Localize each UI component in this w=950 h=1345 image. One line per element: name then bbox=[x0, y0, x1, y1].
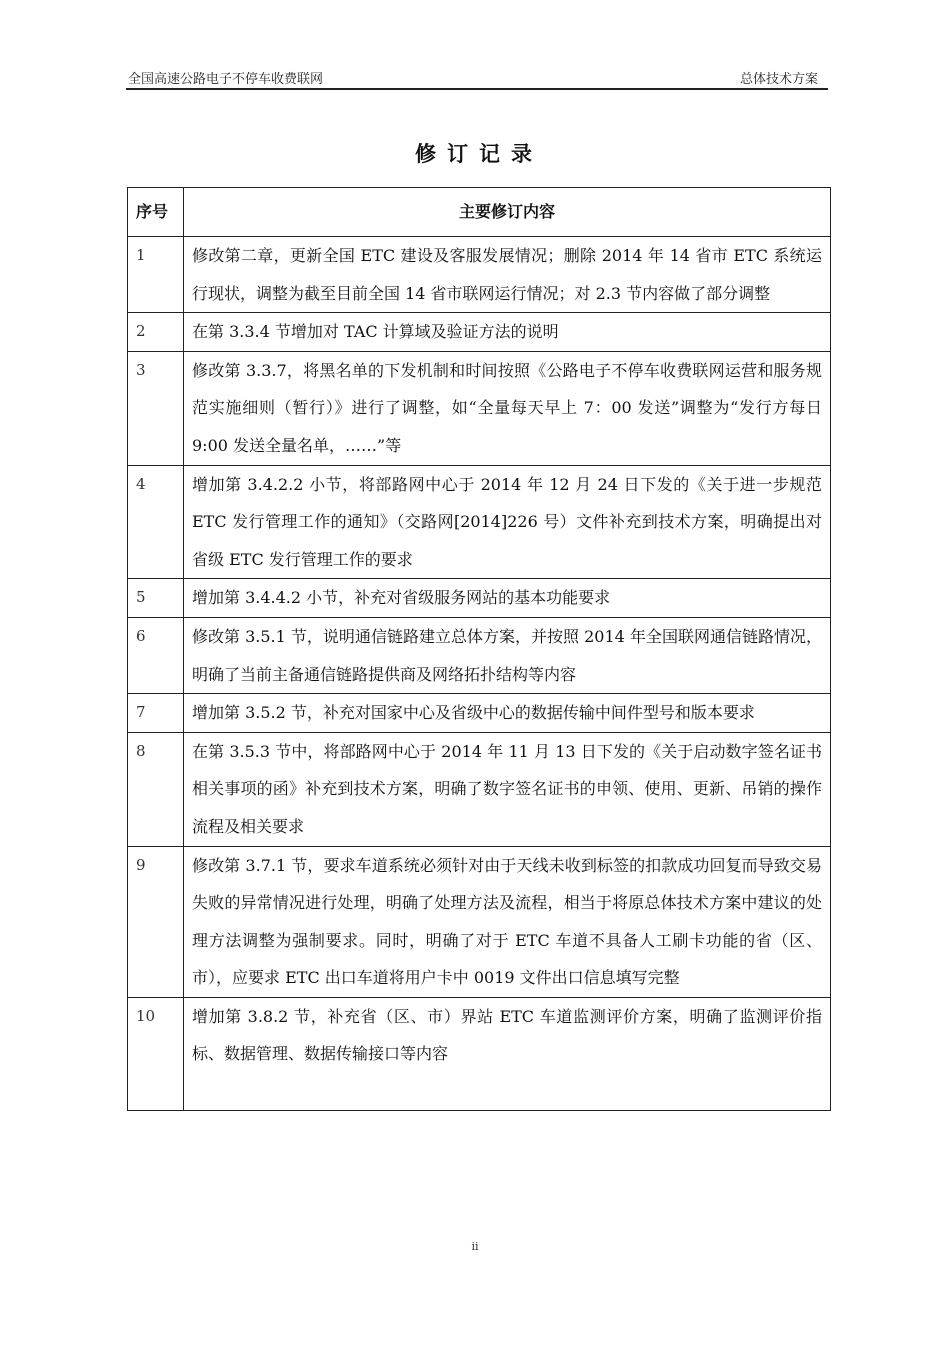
column-header-content: 主要修订内容 bbox=[184, 188, 831, 237]
page-header bbox=[126, 66, 828, 90]
row-content: 修改第 3.5.1 节，说明通信链路建立总体方案，并按照 2014 年全国联网通信链路情况，明确了当前主备通信链路提供商及网络拓扑结构等内容 bbox=[184, 617, 831, 693]
header-document-title: 总体技术方案 bbox=[739, 72, 818, 87]
row-number: 4 bbox=[128, 465, 184, 579]
table-header-row bbox=[128, 188, 831, 237]
row-content: 在第 3.3.4 节增加对 TAC 计算域及验证方法的说明 bbox=[184, 313, 831, 352]
table-row bbox=[128, 846, 831, 997]
row-number: 2 bbox=[128, 313, 184, 352]
revision-table bbox=[127, 187, 831, 1111]
header-document-series: 全国高速公路电子不停车收费联网 bbox=[128, 72, 324, 87]
row-content: 修改第 3.3.7，将黑名单的下发机制和时间按照《公路电子不停车收费联网运营和服务规范实施细则（暂行）》进行了调整，如“全量每天早上 7：00 发送”调整为“发行方每日 9:00 发送全量名单，……”等 bbox=[184, 351, 831, 465]
row-content: 增加第 3.4.4.2 小节，补充对省级服务网站的基本功能要求 bbox=[184, 579, 831, 618]
row-number: 1 bbox=[128, 237, 184, 313]
page-title: 修订记录 bbox=[415, 142, 543, 166]
page-number: ii bbox=[471, 1240, 479, 1253]
row-number: 7 bbox=[128, 694, 184, 733]
column-header-number: 序号 bbox=[128, 188, 184, 237]
table-row bbox=[128, 694, 831, 733]
table-row bbox=[128, 465, 831, 579]
table-row bbox=[128, 351, 831, 465]
row-number: 8 bbox=[128, 732, 184, 846]
table-row bbox=[128, 997, 831, 1110]
row-content: 增加第 3.5.2 节，补充对国家中心及省级中心的数据传输中间件型号和版本要求 bbox=[184, 694, 831, 733]
row-number: 3 bbox=[128, 351, 184, 465]
table-row bbox=[128, 617, 831, 693]
table-row bbox=[128, 237, 831, 313]
table-row bbox=[128, 579, 831, 618]
table-row bbox=[128, 732, 831, 846]
row-content: 增加第 3.4.2.2 小节，将部路网中心于 2014 年 12 月 24 日下发的《关于进一步规范 ETC 发行管理工作的通知》（交路网[2014]226 号）文件补充到技术方案，明确提出对省级 ETC 发行管理工作的要求 bbox=[184, 465, 831, 579]
row-number: 10 bbox=[128, 997, 184, 1110]
row-content: 修改第 3.7.1 节，要求车道系统必须针对由于天线未收到标签的扣款成功回复而导致交易失败的异常情况进行处理，明确了处理方法及流程，相当于将原总体技术方案中建议的处理方法调整为强制要求。同时，明确了对于 ETC 车道不具备人工刷卡功能的省（区、市），应要求 ETC 出口车道将用户卡中 0019 文件出口信息填写完整 bbox=[184, 846, 831, 997]
row-number: 9 bbox=[128, 846, 184, 997]
row-content: 在第 3.5.3 节中，将部路网中心于 2014 年 11 月 13 日下发的《关于启动数字签名证书相关事项的函》补充到技术方案，明确了数字签名证书的申领、使用、更新、吊销的操作流程及相关要求 bbox=[184, 732, 831, 846]
table-row bbox=[128, 313, 831, 352]
row-number: 6 bbox=[128, 617, 184, 693]
row-content: 增加第 3.8.2 节，补充省（区、市）界站 ETC 车道监测评价方案，明确了监测评价指标、数据管理、数据传输接口等内容 bbox=[184, 997, 831, 1110]
row-content: 修改第二章，更新全国 ETC 建设及客服发展情况；删除 2014 年 14 省市 ETC 系统运行现状，调整为截至目前全国 14 省市联网运行情况；对 2.3 节内容做了部分调整 bbox=[184, 237, 831, 313]
row-number: 5 bbox=[128, 579, 184, 618]
